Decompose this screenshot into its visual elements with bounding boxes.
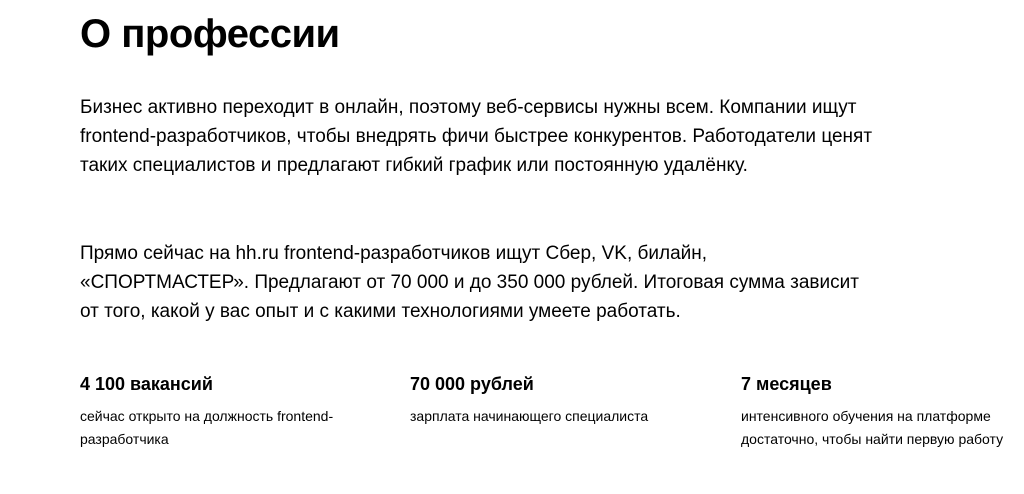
stat-description: сейчас открыто на должность frontend-разработчика xyxy=(80,408,334,447)
stat-value: 70 000 рублей xyxy=(410,374,534,394)
stat-description: зарплата начинающего специалиста xyxy=(410,408,649,424)
stat-duration xyxy=(741,371,1024,451)
intro-paragraph: Бизнес активно переходит в онлайн, поэтому веб-сервисы нужны всем. Компании ищут frontend-разработчиков, чтобы внедрять фичи быстрее конкурентов. Работодатели ценят таких специалистов и предлагают гибкий график или постоянную удалёнку. xyxy=(80,97,873,176)
market-paragraph: Прямо сейчас на hh.ru frontend-разработчиков ищут Сбер, VK, билайн, «СПОРТМАСТЕР». Предлагают от 70 000 и до 350 000 рублей. Итоговая сумма зависит от того, какой у вас опыт и с какими технологиями умеете работать. xyxy=(80,243,859,322)
stat-value: 4 100 вакансий xyxy=(80,374,213,394)
stat-value: 7 месяцев xyxy=(741,374,832,394)
section-title: О профессии xyxy=(80,12,340,56)
stat-description: интенсивного обучения на платформе достаточно, чтобы найти первую работу xyxy=(741,408,1004,447)
stat-vacancies xyxy=(80,371,380,451)
stat-salary xyxy=(410,371,710,428)
